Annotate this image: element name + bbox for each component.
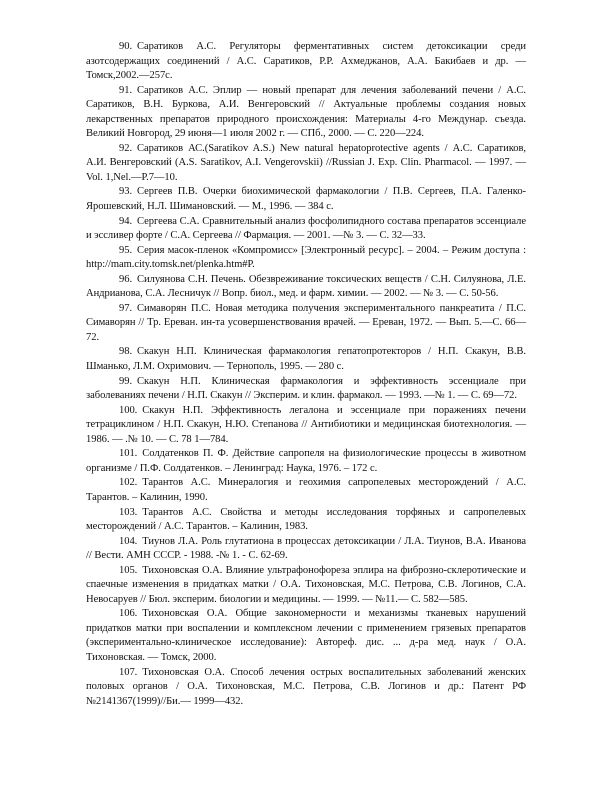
reference-number: 107. [119, 666, 138, 678]
reference-number: 105. [119, 564, 138, 576]
reference-item [86, 476, 526, 505]
reference-text: Саратиков А.С. Регуляторы ферментативных систем детоксикации среди азотсодержащих соединений / А.С. Саратиков, Р.Р. Ахмеджанов, А.А. Бакибаев и др. — Томск,2002.—257с. [86, 41, 526, 82]
reference-number: 103. [119, 506, 138, 518]
reference-number: 106. [119, 608, 138, 620]
reference-number: 104. [119, 535, 138, 547]
reference-text: Силуянова С.Н. Печень. Обезвреживание токсических веществ / С.Н. Силуянова, Л.Е. Андрианова, С.А. Лесничук // Вопр. биол., мед. и фарм. химии. — 2002. — № 3. — С. 50-56. [86, 273, 526, 300]
reference-text: Саратиков А.С. Эплир — новый препарат для лечения заболеваний печени / А.С. Саратиков, В.Н. Буркова, А.И. Венгеровский // Актуальные проблемы создания новых лекарственных препаратов природного происхождения: Материалы 4-го Междунар. съезда. Великий Новгород, 29 июня—1 июля 2002 г. — СПб., 2000. — С. 220—224. [86, 84, 526, 140]
reference-item [86, 506, 526, 535]
reference-text: Серия масок-пленок «Компромисс» [Электронный ресурс]. – 2004. – Режим доступа : http://mam.city.tomsk.net/plenka.htm#P. [86, 244, 526, 271]
reference-text: Симаворян П.С. Новая методика получения экспериментального панкреатита / П.С. Симаворян // Тр. Ереван. ин-та усовершенствования врачей. — Ереван, 1972. — Вып. 5.—С. 66—72. [86, 302, 526, 343]
reference-item [86, 404, 526, 448]
reference-number: 92. [119, 142, 133, 154]
reference-item [86, 447, 526, 476]
reference-item [86, 244, 526, 273]
reference-number: 102. [119, 477, 138, 489]
reference-number: 98. [119, 346, 133, 358]
reference-number: 91. [119, 84, 133, 96]
reference-number: 90. [119, 41, 133, 52]
reference-item [86, 607, 526, 665]
reference-text: Скакун Н.П. Клиническая фармакология гепатопротекторов / Н.П. Скакун, В.В. Шманько, Л.М. Охримович. — Тернополь, 1995. — 280 с. [86, 346, 526, 373]
reference-text: Тиунов Л.А. Роль глутатиона в процессах детоксикации / Л.А. Тиунов, В.А. Иванова // Вести. АМН СССР. - 1988. -№ 1. - С. 62-69. [86, 535, 526, 562]
reference-text: Солдатенков П. Ф. Действие сапропеля на физиологические процессы в животном организме / П.Ф. Солдатенков. – Ленинград: Наука, 1976. – 172 с. [86, 448, 526, 474]
reference-text: Тарантов А.С. Минералогия и геохимия сапропелевых месторождений / А.С. Тарантов. – Калинин, 1990. [86, 477, 526, 503]
reference-number: 100. [119, 404, 138, 416]
reference-item [86, 185, 526, 214]
reference-item [86, 40, 526, 84]
reference-text: Скакун Н.П. Клиническая фармакология и эффективность эссенциале при заболеваниях печени / Н.П. Скакун // Эксперим. и клин. фармакол. — 1993. —№ 1. — С. 69—72. [86, 375, 526, 402]
reference-number: 93. [119, 186, 133, 198]
reference-item [86, 535, 526, 564]
reference-text: Саратиков АС.(Saratikov A.S.) New natural hepatoprotective agents / А.С. Саратиков, А.И. Венгеровский (A.S. Saratikov, A.I. Vengerovskii) //Russian J. Exp. Clin. Pharmacol. — 1997. — Vol. 1,Nel.—P.7—10. [86, 142, 526, 183]
reference-number: 99. [119, 375, 133, 387]
reference-number: 95. [119, 244, 133, 256]
reference-text: Тарантов А.С. Свойства и методы исследования торфяных и сапропелевых месторождений / А.С. Тарантов. – Калинин, 1983. [86, 506, 526, 533]
reference-list [86, 40, 526, 709]
reference-number: 97. [119, 302, 133, 314]
reference-number: 101. [119, 448, 138, 460]
reference-text: Тихоновская О.А. Общие закономерности и механизмы тканевых нарушений придатков матки при воспалении и комплексном лечении с применением грязевых препаратов (экспериментально-клиническое исследование): Автореф. дис. ... д-ра мед. наук / О.А. Тихоновская. — Томск, 2000. [86, 608, 526, 663]
reference-text: Тихоновская О.А. Влияние ультрафонофореза эплира на фиброзно-склеротические и спаечные изменения в придатках матки / О.А. Тихоновская, М.С. Петрова, С.В. Логинов, С.А. Невосаруев // Бюл. эксперим. биологии и медицины. — 1999. — №11.— С. 582—585. [86, 564, 526, 605]
reference-item [86, 375, 526, 404]
reference-number: 96. [119, 273, 133, 285]
reference-item [86, 215, 526, 244]
reference-text: Скакун Н.П. Эффективность легалона и эссенциале при поражениях печени тетрациклином / Н.П. Скакун, Н.Ю. Степанова // Антибиотики и медицинская биотехнология. — 1986. — .№ 10. — С. 78 1—784. [86, 404, 526, 445]
reference-item [86, 345, 526, 374]
reference-item [86, 142, 526, 186]
reference-item [86, 273, 526, 302]
reference-item [86, 84, 526, 142]
reference-text: Сергеева С.А. Сравнительный анализ фосфолипидного состава препаратов эссенциале и эссливер форте / С.А. Сергеева // Фармация. — 2001. —№ 3. — С. 32—33. [86, 215, 526, 242]
reference-number: 94. [119, 215, 133, 227]
reference-item [86, 564, 526, 608]
reference-text: Сергеев П.В. Очерки биохимической фармакологии / П.В. Сергеев, П.А. Галенко-Ярошевский, Н.Л. Шимановский. — М., 1996. — 384 с. [86, 186, 526, 213]
reference-item [86, 302, 526, 346]
reference-text: Тихоновская О.А. Способ лечения острых воспалительных заболеваний женских половых органов / О.А. Тихоновская, М.С. Петрова, С.В. Логинов и др.: Патент РФ №2141367(1999)//Би.— 1999—432. [86, 666, 526, 707]
reference-item [86, 666, 526, 710]
